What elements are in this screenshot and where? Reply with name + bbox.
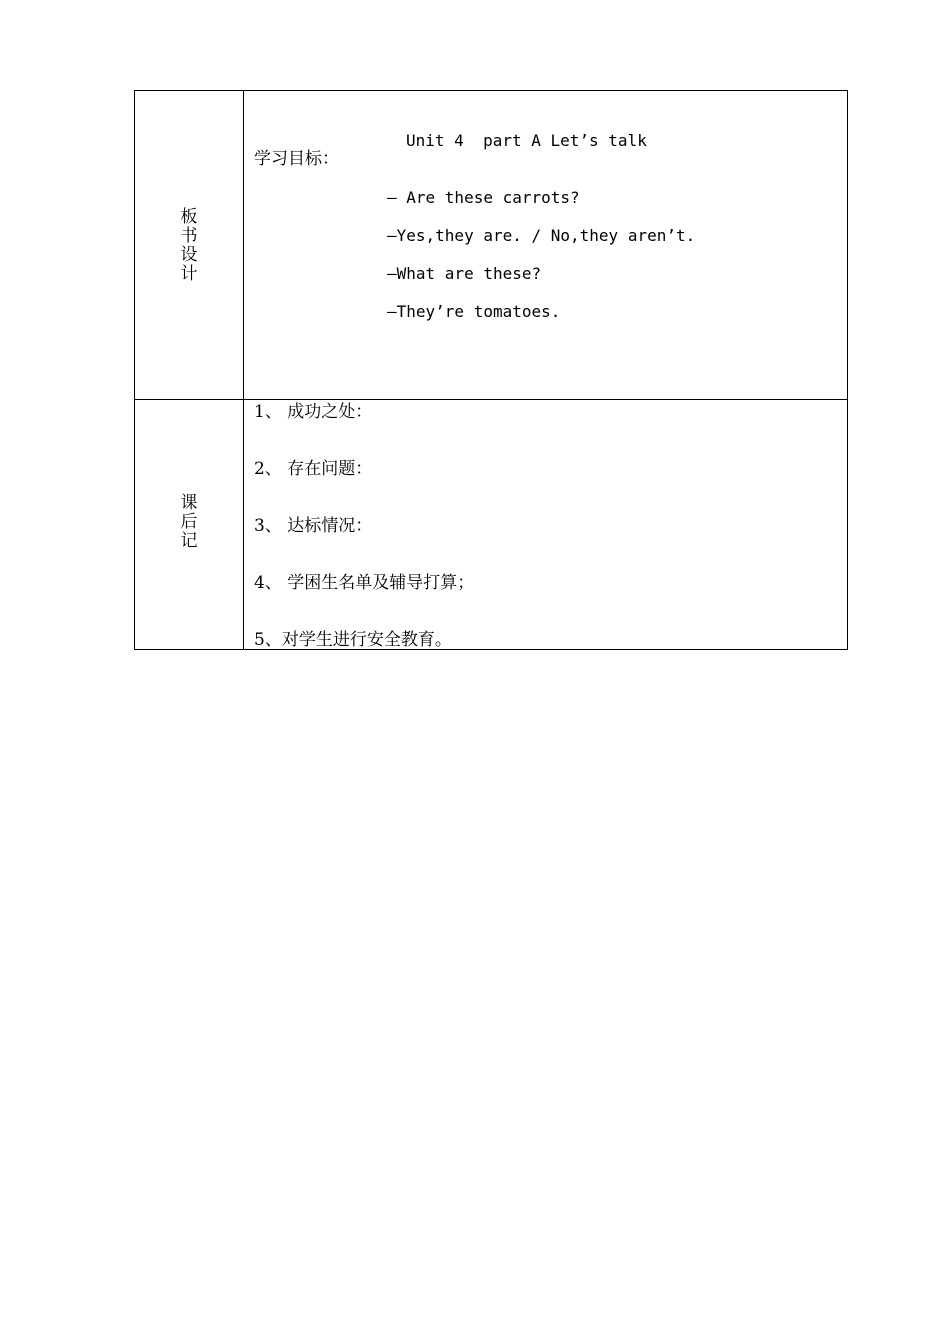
after-class-notes-row <box>135 400 847 649</box>
label-char: 计 <box>180 264 198 284</box>
reflection-item: 3、 达标情况： <box>254 516 373 536</box>
reflection-item: 4、 学困生名单及辅导打算； <box>254 573 475 593</box>
reflection-item: 5、对学生进行安全教育。 <box>254 630 452 650</box>
label-char: 课 <box>180 493 198 513</box>
objective-label: 学习目标： <box>254 149 339 169</box>
label-char: 设 <box>180 245 198 265</box>
dialogue-line: — Are these carrots? <box>387 188 580 207</box>
board-design-row <box>135 91 847 400</box>
board-design-label-cell <box>135 91 244 399</box>
label-char: 记 <box>180 531 198 551</box>
dialogue-line: —What are these? <box>387 264 542 283</box>
reflection-item: 1、 成功之处： <box>254 402 373 422</box>
dialogue-line: —Yes,they are. / No,they aren’t. <box>387 226 696 245</box>
lesson-plan-table <box>134 90 848 650</box>
board-design-label <box>135 208 243 284</box>
label-char: 后 <box>180 512 198 532</box>
after-class-label <box>135 494 243 551</box>
board-design-content <box>244 91 847 399</box>
after-class-content <box>244 400 847 649</box>
after-class-label-cell <box>135 400 244 649</box>
dialogue-line: —They’re tomatoes. <box>387 302 561 321</box>
label-char: 书 <box>180 226 198 246</box>
reflection-item: 2、 存在问题： <box>254 459 373 479</box>
label-char: 板 <box>180 207 198 227</box>
lesson-title: Unit 4 part A Let’s talk <box>406 131 647 150</box>
